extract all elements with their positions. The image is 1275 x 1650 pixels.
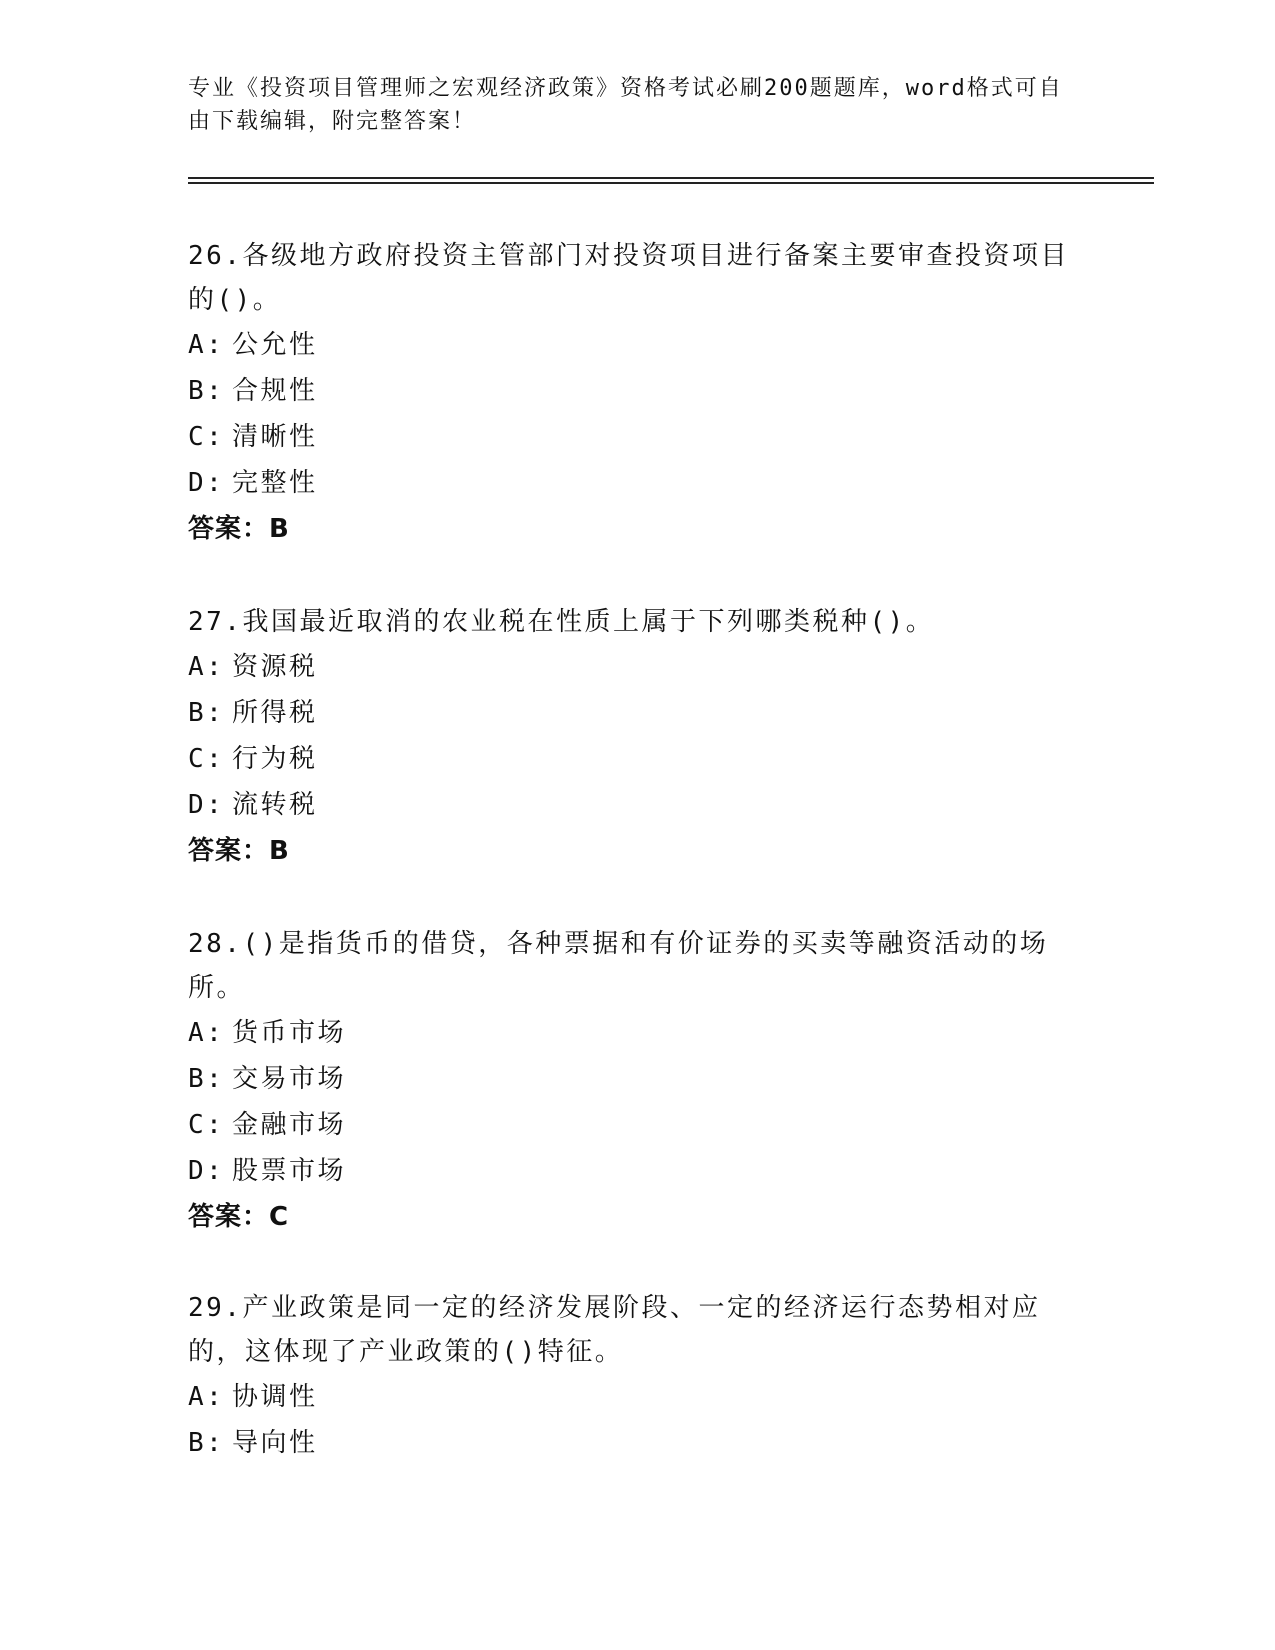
option-c bbox=[188, 736, 1088, 782]
option-b bbox=[188, 1420, 1088, 1466]
option-text: 流转税 bbox=[232, 790, 318, 820]
option-d bbox=[188, 782, 1088, 828]
option-text: 金融市场 bbox=[232, 1110, 347, 1140]
option-text: 行为税 bbox=[232, 744, 318, 774]
header-divider-line bbox=[188, 177, 1154, 179]
question-stem: 29.产业政策是同一定的经济发展阶段、一定的经济运行态势相对应的，这体现了产业政策的()特征。 bbox=[188, 1293, 1041, 1367]
question-stem: 28.()是指货币的借贷，各种票据和有价证券的买卖等融资活动的场所。 bbox=[188, 929, 1049, 1003]
question-28 bbox=[188, 922, 1088, 1240]
option-key: B: bbox=[188, 1428, 225, 1458]
option-a bbox=[188, 1010, 1088, 1056]
option-key: D: bbox=[188, 1156, 225, 1186]
option-c bbox=[188, 1102, 1088, 1148]
option-key: B: bbox=[188, 1064, 225, 1094]
document-header: 专业《投资项目管理师之宏观经济政策》资格考试必刷200题题库，word格式可自由下载编辑，附完整答案！ bbox=[188, 76, 1063, 134]
header-divider-line-double bbox=[188, 182, 1154, 184]
option-key: A: bbox=[188, 652, 225, 682]
option-key: C: bbox=[188, 1110, 225, 1140]
option-key: A: bbox=[188, 1018, 225, 1048]
question-26 bbox=[188, 234, 1088, 552]
question-27 bbox=[188, 600, 1088, 874]
option-b bbox=[188, 1056, 1088, 1102]
answer-line: 答案：B bbox=[188, 514, 290, 544]
option-key: C: bbox=[188, 744, 225, 774]
option-c bbox=[188, 414, 1088, 460]
option-d bbox=[188, 460, 1088, 506]
option-key: B: bbox=[188, 698, 225, 728]
option-text: 合规性 bbox=[232, 376, 318, 406]
option-text: 所得税 bbox=[232, 698, 318, 728]
option-text: 协调性 bbox=[232, 1382, 318, 1412]
option-b bbox=[188, 368, 1088, 414]
option-key: D: bbox=[188, 790, 225, 820]
option-key: A: bbox=[188, 330, 225, 360]
option-a bbox=[188, 644, 1088, 690]
option-key: C: bbox=[188, 422, 225, 452]
question-29 bbox=[188, 1286, 1088, 1466]
option-text: 交易市场 bbox=[232, 1064, 347, 1094]
option-d bbox=[188, 1148, 1088, 1194]
option-a bbox=[188, 322, 1088, 368]
option-text: 公允性 bbox=[232, 330, 318, 360]
question-stem: 26.各级地方政府投资主管部门对投资项目进行备案主要审查投资项目的()。 bbox=[188, 241, 1069, 315]
option-text: 导向性 bbox=[232, 1428, 318, 1458]
option-b bbox=[188, 690, 1088, 736]
question-stem: 27.我国最近取消的农业税在性质上属于下列哪类税种()。 bbox=[188, 607, 935, 637]
answer-line: 答案：C bbox=[188, 1202, 290, 1232]
option-text: 清晰性 bbox=[232, 422, 318, 452]
option-text: 资源税 bbox=[232, 652, 318, 682]
option-key: D: bbox=[188, 468, 225, 498]
option-key: A: bbox=[188, 1382, 225, 1412]
answer-line: 答案：B bbox=[188, 836, 290, 866]
option-text: 股票市场 bbox=[232, 1156, 347, 1186]
option-text: 完整性 bbox=[232, 468, 318, 498]
option-text: 货币市场 bbox=[232, 1018, 347, 1048]
option-a bbox=[188, 1374, 1088, 1420]
option-key: B: bbox=[188, 376, 225, 406]
